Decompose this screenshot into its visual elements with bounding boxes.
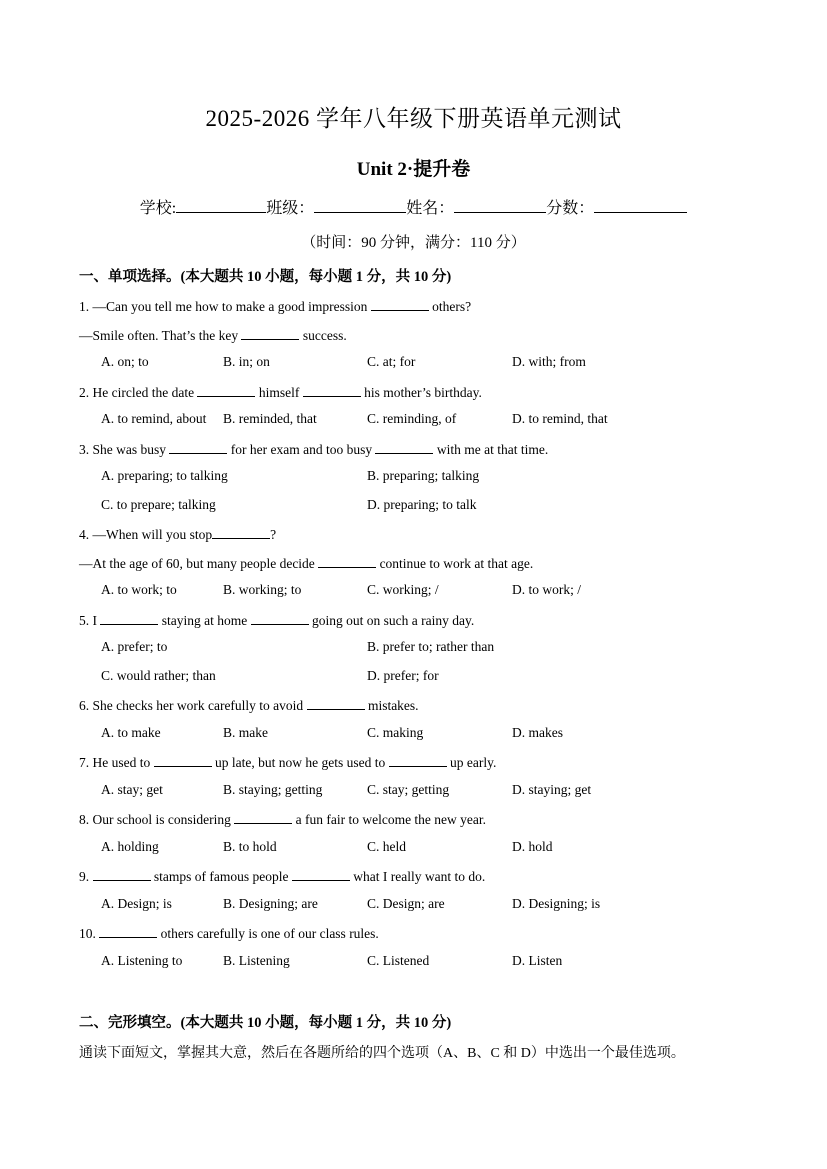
q10-option-d[interactable]: D. Listen (512, 953, 563, 968)
q2-option-c[interactable]: C. reminding, of (367, 411, 457, 426)
q4-text-c: —At the age of 60, but many people decide (79, 556, 315, 571)
q4-text-b: ? (270, 527, 277, 542)
answer-blank[interactable] (93, 867, 151, 881)
q10-option-a[interactable]: A. Listening to (101, 953, 183, 968)
class-blank[interactable] (314, 196, 406, 213)
q9-text-a: 9. (79, 869, 90, 884)
q10-text-b: others carefully is one of our class rules. (160, 926, 379, 941)
name-label: 姓名： (406, 200, 455, 217)
score-label: 分数： (546, 200, 595, 217)
q10-option-c[interactable]: C. Listened (367, 953, 430, 968)
answer-blank[interactable] (234, 810, 292, 824)
answer-blank[interactable] (318, 554, 376, 568)
q9-option-c[interactable]: C. Design; are (367, 896, 445, 911)
q5-text-c: going out on such a rainy day. (311, 613, 475, 628)
q9-text-b: stamps of famous people (153, 869, 289, 884)
q7-option-a[interactable]: A. stay; get (101, 782, 163, 797)
q4-option-c[interactable]: C. working; / (367, 582, 439, 597)
q5-text-b: staying at home (161, 613, 248, 628)
answer-blank[interactable] (197, 383, 255, 397)
q2-text-a: 2. He circled the date (79, 385, 195, 400)
q10-options (101, 953, 741, 973)
q4-options (101, 582, 741, 602)
q7-options (101, 782, 741, 802)
score-blank[interactable] (594, 196, 687, 213)
q7-option-c[interactable]: C. stay; getting (367, 782, 450, 797)
q1-option-d[interactable]: D. with; from (512, 354, 586, 369)
question-1-response (79, 326, 347, 344)
q9-options (101, 896, 741, 916)
answer-blank[interactable] (154, 753, 212, 767)
q2-option-a[interactable]: A. to remind, about (101, 411, 207, 426)
question-10 (79, 924, 379, 942)
school-label: 学校: (139, 200, 177, 217)
school-blank[interactable] (176, 196, 266, 213)
answer-blank[interactable] (307, 696, 365, 710)
question-2 (79, 383, 482, 401)
q1-option-c[interactable]: C. at; for (367, 354, 416, 369)
q6-option-a[interactable]: A. to make (101, 725, 161, 740)
q8-option-c[interactable]: C. held (367, 839, 406, 854)
q5-option-c[interactable]: C. would rather; than (101, 668, 216, 683)
q8-option-b[interactable]: B. to hold (223, 839, 277, 854)
question-6 (79, 696, 419, 714)
q8-options (101, 839, 741, 859)
answer-blank[interactable] (389, 753, 447, 767)
q8-option-a[interactable]: A. holding (101, 839, 159, 854)
student-info-row (0, 195, 827, 218)
q3-option-a[interactable]: A. preparing; to talking (101, 468, 228, 483)
q3-option-d[interactable]: D. preparing; to talk (367, 497, 477, 512)
q9-option-a[interactable]: A. Design; is (101, 896, 172, 911)
answer-blank[interactable] (169, 440, 227, 454)
answer-blank[interactable] (371, 297, 429, 311)
q7-text-c: up early. (449, 755, 497, 770)
section1-title: 一、单项选择。(本大题共 10 小题，每小题 1 分，共 10 分) (79, 269, 452, 285)
question-4-response (79, 554, 533, 572)
q5-options-row1 (101, 639, 741, 659)
q7-text-a: 7. He used to (79, 755, 151, 770)
q4-option-b[interactable]: B. working; to (223, 582, 302, 597)
q6-text-a: 6. She checks her work carefully to avoid (79, 698, 304, 713)
section2-title: 二、完形填空。(本大题共 10 小题，每小题 1 分，共 10 分) (79, 1015, 452, 1031)
q3-options-row1 (101, 468, 741, 488)
q1-option-a[interactable]: A. on; to (101, 354, 149, 369)
answer-blank[interactable] (303, 383, 361, 397)
q6-option-d[interactable]: D. makes (512, 725, 563, 740)
q8-text-b: a fun fair to welcome the new year. (295, 812, 487, 827)
q2-text-b: himself (258, 385, 300, 400)
question-7 (79, 753, 496, 771)
q3-text-c: with me at that time. (436, 442, 549, 457)
q6-options (101, 725, 741, 745)
q1-option-b[interactable]: B. in; on (223, 354, 270, 369)
q3-text-a: 3. She was busy (79, 442, 166, 457)
q8-text-a: 8. Our school is considering (79, 812, 231, 827)
q3-text-b: for her exam and too busy (230, 442, 373, 457)
q9-text-c: what I really want to do. (353, 869, 486, 884)
question-5 (79, 611, 474, 629)
answer-blank[interactable] (251, 611, 309, 625)
q9-option-d[interactable]: D. Designing; is (512, 896, 601, 911)
q1-options (101, 354, 741, 374)
q6-option-c[interactable]: C. making (367, 725, 424, 740)
q4-option-d[interactable]: D. to work; / (512, 582, 581, 597)
answer-blank[interactable] (241, 326, 299, 340)
answer-blank[interactable] (375, 440, 433, 454)
answer-blank[interactable] (99, 924, 157, 938)
q3-option-b[interactable]: B. preparing; talking (367, 468, 480, 483)
q5-option-b[interactable]: B. prefer to; rather than (367, 639, 495, 654)
q5-options-row2 (101, 668, 741, 688)
q5-text-a: 5. I (79, 613, 97, 628)
q3-option-c[interactable]: C. to prepare; talking (101, 497, 216, 512)
question-1 (79, 297, 471, 315)
q7-text-b: up late, but now he gets used to (215, 755, 386, 770)
q1-text-a: 1. —Can you tell me how to make a good impression (79, 299, 368, 314)
question-9 (79, 867, 485, 885)
q8-option-d[interactable]: D. hold (512, 839, 553, 854)
q2-options (101, 411, 741, 431)
q1-text-d: success. (302, 328, 347, 343)
q10-text-a: 10. (79, 926, 96, 941)
question-3 (79, 440, 548, 458)
question-8 (79, 810, 486, 828)
q7-option-d[interactable]: D. staying; get (512, 782, 592, 797)
q1-text-c: —Smile often. That’s the key (79, 328, 239, 343)
q5-option-a[interactable]: A. prefer; to (101, 639, 168, 654)
q4-text-a: 4. —When will you stop (79, 527, 213, 542)
q4-option-a[interactable]: A. to work; to (101, 582, 177, 597)
time-info: （时间：90 分钟，满分：110 分） (301, 235, 526, 251)
q1-text-b: others? (432, 299, 472, 314)
q6-option-b[interactable]: B. make (223, 725, 268, 740)
answer-blank[interactable] (212, 525, 270, 539)
q6-text-b: mistakes. (367, 698, 419, 713)
q7-option-b[interactable]: B. staying; getting (223, 782, 323, 797)
section2-intro: 通读下面短文，掌握其大意，然后在各题所给的四个选项（A、B、C 和 D）中选出一个最佳选项。 (79, 1046, 685, 1061)
q3-options-row2 (101, 497, 741, 517)
q2-option-d[interactable]: D. to remind, that (512, 411, 608, 426)
answer-blank[interactable] (100, 611, 158, 625)
q4-text-d: continue to work at that age. (379, 556, 534, 571)
name-blank[interactable] (454, 196, 546, 213)
question-4 (79, 525, 276, 543)
q2-option-b[interactable]: B. reminded, that (223, 411, 317, 426)
q2-text-c: his mother’s birthday. (364, 385, 482, 400)
exam-subtitle: Unit 2·提升卷 (356, 159, 471, 180)
class-label: 班级： (266, 200, 315, 217)
exam-title: 2025-2026 学年八年级下册英语单元测试 (205, 106, 622, 131)
q10-option-b[interactable]: B. Listening (223, 953, 290, 968)
answer-blank[interactable] (292, 867, 350, 881)
q5-option-d[interactable]: D. prefer; for (367, 668, 439, 683)
q9-option-b[interactable]: B. Designing; are (223, 896, 318, 911)
